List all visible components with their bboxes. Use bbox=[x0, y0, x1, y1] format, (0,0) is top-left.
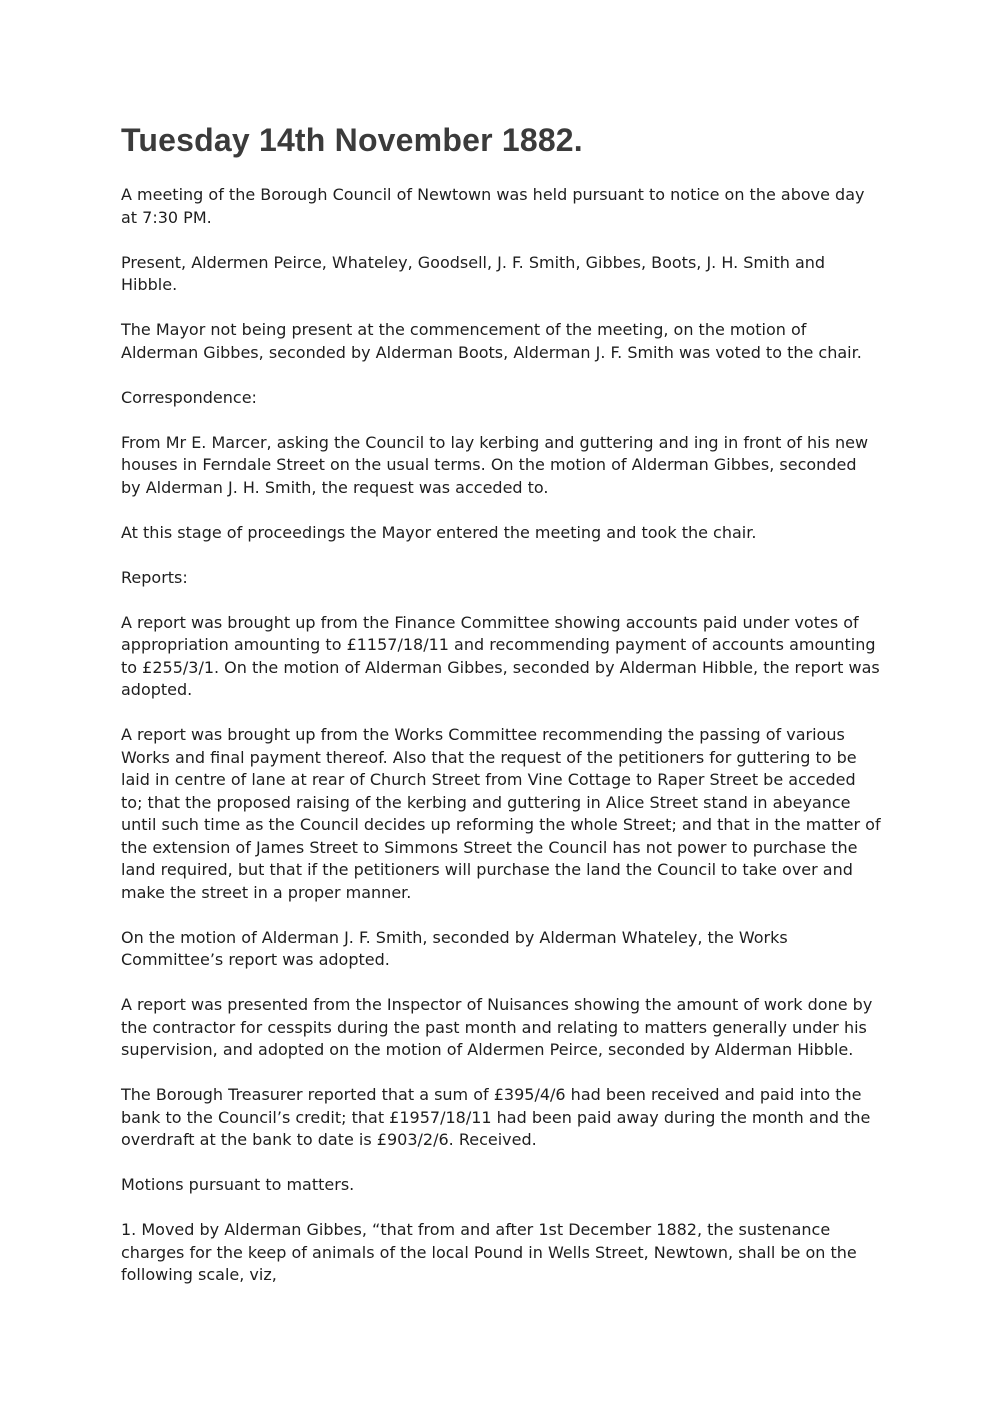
paragraph-chair: The Mayor not being present at the commencement of the meeting, on the motion of Alderman Gibbes, seconded by Alderman Boots, Alderman J. F. Smith was voted to the chair. bbox=[121, 320, 862, 362]
page-title: Tuesday 14th November 1882. bbox=[121, 122, 583, 158]
paragraph-meeting-notice: A meeting of the Borough Council of Newtown was held pursuant to notice on the above day at 7:30 PM. bbox=[121, 185, 865, 227]
heading-motions: Motions pursuant to matters. bbox=[121, 1175, 355, 1194]
paragraph-present: Present, Aldermen Peirce, Whateley, Goodsell, J. F. Smith, Gibbes, Boots, J. H. Smith and Hibble. bbox=[121, 252, 826, 294]
paragraph-motion-1: 1. Moved by Alderman Gibbes, “that from and after 1st December 1882, the sustenance charges for the keep of animals of the local Pound in Wells Street, Newtown, shall be on the following scale, viz, bbox=[121, 1220, 857, 1284]
paragraph-treasurer-report: The Borough Treasurer reported that a sum of £395/4/6 had been received and paid into the bank to the Council’s credit; that £1957/18/11 had been paid away during the month and the overdraft at the bank to date is £903/2/6. Received. bbox=[121, 1085, 871, 1149]
paragraph-mayor-entered: At this stage of proceedings the Mayor entered the meeting and took the chair. bbox=[121, 522, 757, 542]
paragraph-nuisances-report: A report was presented from the Inspector of Nuisances showing the amount of work done by the contractor for cesspits during the past month and relating to matters generally under his supervision, and adopted on the motion of Aldermen Peirce, seconded by Alderman Hibble. bbox=[121, 995, 873, 1059]
paragraph-works-adopted: On the motion of Alderman J. F. Smith, seconded by Alderman Whateley, the Works Committee’s report was adopted. bbox=[121, 927, 788, 969]
document-page bbox=[121, 118, 881, 1309]
heading-reports: Reports: bbox=[121, 567, 188, 587]
paragraph-works-report: A report was brought up from the Works Committee recommending the passing of various Works and final payment thereof. Also that the request of the petitioners for guttering to be laid in centre of lane at rear of Church Street from Vine Cottage to Raper Street be acceded to; that the proposed raising of the kerbing and guttering in Alice Street stand in abeyance until such time as the Council decides up reforming the whole Street; and that in the matter of the extension of James Street to Simmons Street the Council has not power to purchase the land required, but that if the petitioners will purchase the land the Council to take over and make the street in a proper manner. bbox=[121, 725, 881, 902]
heading-correspondence: Correspondence: bbox=[121, 387, 257, 407]
paragraph-finance-report: A report was brought up from the Finance Committee showing accounts paid under votes of appropriation amounting to £1157/18/11 and recommending payment of accounts amounting to £255/3/1. On the motion of Alderman Gibbes, seconded by Alderman Hibble, the report was adopted. bbox=[121, 612, 880, 699]
paragraph-correspondence-marcer: From Mr E. Marcer, asking the Council to lay kerbing and guttering and ing in front of his new houses in Ferndale Street on the usual terms. On the motion of Alderman Gibbes, seconded by Alderman J. H. Smith, the request was acceded to. bbox=[121, 432, 869, 497]
